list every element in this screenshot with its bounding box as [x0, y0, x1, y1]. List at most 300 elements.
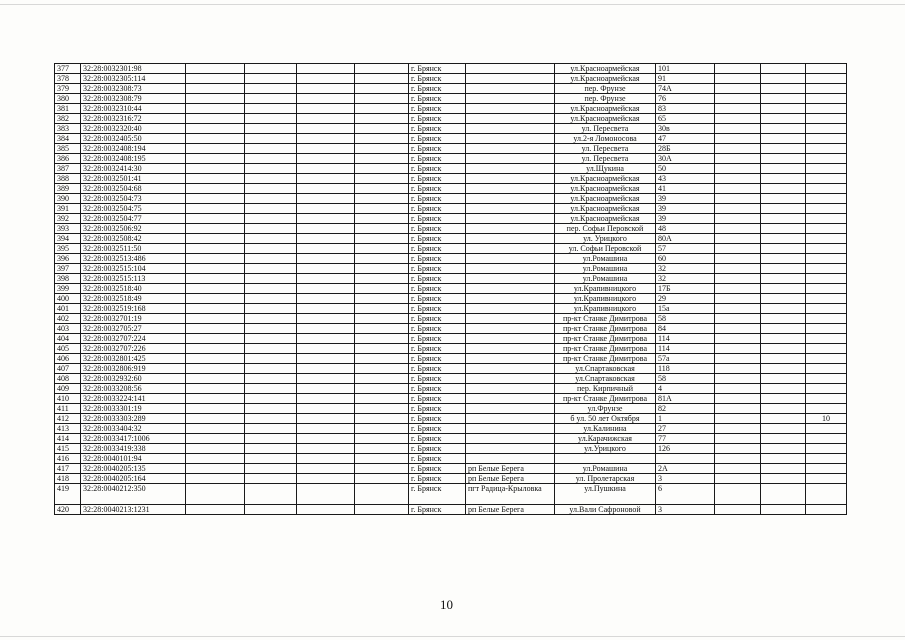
table-cell	[297, 444, 355, 454]
table-cell	[466, 214, 555, 224]
table-row	[55, 264, 847, 274]
table-row	[55, 354, 847, 364]
table-row	[55, 384, 847, 394]
table-cell	[355, 134, 409, 144]
table-cell	[466, 264, 555, 274]
table-cell: пр-кт Станке Димитрова	[555, 314, 656, 324]
table-row	[55, 374, 847, 384]
table-cell	[715, 334, 761, 344]
table-cell: 418	[55, 474, 81, 484]
table-cell: г. Брянск	[409, 194, 466, 204]
table-row	[55, 84, 847, 94]
table-cell: 32:28:0032316:72	[81, 114, 186, 124]
table-row	[55, 184, 847, 194]
table-cell	[245, 184, 297, 194]
cadastral-table-sheet	[54, 63, 847, 515]
table-cell: пгт Радица-Крыловка	[466, 484, 555, 505]
table-cell: г. Брянск	[409, 274, 466, 284]
table-cell	[297, 204, 355, 214]
table-cell	[186, 184, 245, 194]
table-cell: г. Брянск	[409, 244, 466, 254]
table-cell: г. Брянск	[409, 304, 466, 314]
table-cell: 32:28:0032308:73	[81, 84, 186, 94]
table-cell	[245, 124, 297, 134]
table-row	[55, 434, 847, 444]
table-cell: 58	[656, 314, 715, 324]
table-cell: г. Брянск	[409, 384, 466, 394]
table-cell	[355, 444, 409, 454]
table-cell	[245, 454, 297, 464]
table-cell: 32:28:0032932:60	[81, 374, 186, 384]
table-cell	[355, 104, 409, 114]
table-cell: ул.Спартаковская	[555, 364, 656, 374]
table-cell	[297, 164, 355, 174]
table-cell: г. Брянск	[409, 74, 466, 84]
table-cell	[297, 244, 355, 254]
table-cell: 1	[656, 414, 715, 424]
table-cell: 32:28:0032806:919	[81, 364, 186, 374]
table-cell: г. Брянск	[409, 474, 466, 484]
table-cell: пр-кт Станке Димитрова	[555, 394, 656, 404]
table-cell: 48	[656, 224, 715, 234]
table-cell: ул.Красноармейская	[555, 194, 656, 204]
table-cell	[806, 244, 847, 254]
table-cell: 32:28:0033301:19	[81, 404, 186, 414]
table-cell	[355, 294, 409, 304]
table-cell	[806, 194, 847, 204]
table-cell	[186, 264, 245, 274]
table-cell	[806, 484, 847, 505]
table-cell	[806, 454, 847, 464]
table-cell	[297, 124, 355, 134]
table-cell: ул. Урицкого	[555, 234, 656, 244]
table-cell: 408	[55, 374, 81, 384]
table-cell	[297, 364, 355, 374]
table-cell	[355, 164, 409, 174]
table-cell	[715, 244, 761, 254]
table-cell: ул.Красноармейская	[555, 184, 656, 194]
table-cell: г. Брянск	[409, 424, 466, 434]
table-cell	[806, 94, 847, 104]
table-row	[55, 334, 847, 344]
table-cell: 395	[55, 244, 81, 254]
table-cell: 382	[55, 114, 81, 124]
table-cell	[715, 84, 761, 94]
table-cell	[715, 214, 761, 224]
table-cell	[466, 234, 555, 244]
table-cell: ул.Ромашина	[555, 264, 656, 274]
table-cell	[186, 434, 245, 444]
table-cell: ул.Пушкина	[555, 484, 656, 505]
table-cell: г. Брянск	[409, 204, 466, 214]
table-cell	[186, 204, 245, 214]
table-cell: 32:28:0032308:79	[81, 94, 186, 104]
table-row	[55, 324, 847, 334]
table-cell	[806, 364, 847, 374]
table-cell: г. Брянск	[409, 144, 466, 154]
table-cell	[715, 364, 761, 374]
table-cell: 32:28:0032511:50	[81, 244, 186, 254]
table-cell	[355, 254, 409, 264]
table-cell: б ул. 50 лет Октября	[555, 414, 656, 424]
table-cell: г. Брянск	[409, 104, 466, 114]
table-cell: 412	[55, 414, 81, 424]
table-cell: г. Брянск	[409, 414, 466, 424]
table-cell	[245, 154, 297, 164]
table-cell	[245, 505, 297, 515]
table-cell: 43	[656, 174, 715, 184]
table-cell: 32:28:0033419:338	[81, 444, 186, 454]
table-cell: ул.Вали Сафроновой	[555, 505, 656, 515]
table-cell: 388	[55, 174, 81, 184]
table-cell	[806, 434, 847, 444]
table-cell	[466, 124, 555, 134]
table-cell: ул.Щукина	[555, 164, 656, 174]
table-cell	[806, 74, 847, 84]
table-cell	[715, 134, 761, 144]
table-cell	[355, 184, 409, 194]
table-cell	[761, 144, 806, 154]
table-cell	[715, 314, 761, 324]
table-cell: 32:28:0033224:141	[81, 394, 186, 404]
table-cell	[186, 124, 245, 134]
table-cell: 411	[55, 404, 81, 414]
table-cell	[186, 404, 245, 414]
table-cell	[245, 364, 297, 374]
table-cell: 397	[55, 264, 81, 274]
table-cell: 32:28:0032707:226	[81, 344, 186, 354]
table-cell	[186, 454, 245, 464]
table-cell	[761, 294, 806, 304]
table-cell: 378	[55, 74, 81, 84]
cadastral-table	[54, 63, 847, 515]
table-cell	[186, 414, 245, 424]
table-cell: 28Б	[656, 144, 715, 154]
table-cell: пр-кт Станке Димитрова	[555, 344, 656, 354]
table-cell	[245, 144, 297, 154]
table-cell	[297, 154, 355, 164]
table-cell	[761, 434, 806, 444]
table-cell	[466, 444, 555, 454]
table-cell	[715, 204, 761, 214]
table-cell	[245, 404, 297, 414]
table-cell: г. Брянск	[409, 364, 466, 374]
table-cell	[245, 94, 297, 104]
table-row	[55, 364, 847, 374]
table-cell	[297, 134, 355, 144]
table-cell	[715, 164, 761, 174]
table-cell: 392	[55, 214, 81, 224]
table-cell: 389	[55, 184, 81, 194]
table-cell: 32:28:0032408:194	[81, 144, 186, 154]
table-cell: 3	[656, 505, 715, 515]
table-row	[55, 104, 847, 114]
table-cell: 91	[656, 74, 715, 84]
table-cell	[297, 194, 355, 204]
table-cell: г. Брянск	[409, 484, 466, 505]
table-cell: г. Брянск	[409, 444, 466, 454]
table-cell: г. Брянск	[409, 394, 466, 404]
table-cell: 82	[656, 404, 715, 414]
table-cell: 32:28:0032504:68	[81, 184, 186, 194]
table-cell: 32:28:0032515:104	[81, 264, 186, 274]
table-cell	[355, 174, 409, 184]
table-cell	[715, 194, 761, 204]
table-cell	[297, 424, 355, 434]
table-cell	[761, 464, 806, 474]
table-cell: ул.Красноармейская	[555, 64, 656, 74]
table-cell: ул.Калинина	[555, 424, 656, 434]
table-cell	[466, 254, 555, 264]
table-cell: 3	[656, 474, 715, 484]
table-cell: 32:28:0032301:98	[81, 64, 186, 74]
table-cell	[806, 174, 847, 184]
table-cell: 32:28:0040101:94	[81, 454, 186, 464]
table-cell: 47	[656, 134, 715, 144]
table-cell: ул.Фрунзе	[555, 404, 656, 414]
table-cell	[715, 94, 761, 104]
table-cell: 381	[55, 104, 81, 114]
table-cell	[715, 104, 761, 114]
table-cell: ул.Спартаковская	[555, 374, 656, 384]
table-cell	[355, 384, 409, 394]
table-cell	[806, 394, 847, 404]
table-cell: 383	[55, 124, 81, 134]
table-cell: 409	[55, 384, 81, 394]
table-cell	[715, 384, 761, 394]
table-cell: 396	[55, 254, 81, 264]
table-cell	[355, 234, 409, 244]
table-row	[55, 224, 847, 234]
table-row	[55, 404, 847, 414]
table-cell: ул.Красноармейская	[555, 204, 656, 214]
table-cell	[466, 164, 555, 174]
table-cell	[761, 64, 806, 74]
table-cell: ул. Софьи Перовской	[555, 244, 656, 254]
table-cell	[355, 484, 409, 505]
table-row	[55, 254, 847, 264]
table-cell: 32:28:0033404:32	[81, 424, 186, 434]
table-cell	[186, 164, 245, 174]
table-cell	[245, 284, 297, 294]
table-cell	[806, 334, 847, 344]
table-cell	[355, 154, 409, 164]
table-cell: 414	[55, 434, 81, 444]
table-cell	[466, 134, 555, 144]
table-row	[55, 94, 847, 104]
table-cell: 400	[55, 294, 81, 304]
table-cell	[297, 344, 355, 354]
table-cell	[186, 444, 245, 454]
table-row	[55, 214, 847, 224]
table-row	[55, 234, 847, 244]
table-cell	[297, 74, 355, 84]
table-cell	[466, 324, 555, 334]
table-cell: 32:28:0032519:168	[81, 304, 186, 314]
table-cell: ул.Крапивницкого	[555, 284, 656, 294]
table-cell	[806, 184, 847, 194]
table-cell	[297, 224, 355, 234]
table-cell	[186, 314, 245, 324]
table-cell	[245, 134, 297, 144]
table-cell	[355, 284, 409, 294]
table-cell	[466, 354, 555, 364]
table-cell	[355, 334, 409, 344]
table-cell	[466, 454, 555, 464]
table-cell	[466, 344, 555, 354]
table-cell	[715, 484, 761, 505]
table-cell	[186, 274, 245, 284]
table-cell	[466, 114, 555, 124]
table-cell	[297, 434, 355, 444]
table-cell	[715, 64, 761, 74]
table-cell: 39	[656, 214, 715, 224]
table-cell	[715, 354, 761, 364]
table-cell	[761, 124, 806, 134]
table-cell	[806, 304, 847, 314]
table-cell	[806, 284, 847, 294]
table-cell: ул.Красноармейская	[555, 74, 656, 84]
table-cell	[466, 144, 555, 154]
table-cell	[355, 424, 409, 434]
table-cell	[466, 64, 555, 74]
table-cell: 32:28:0032506:92	[81, 224, 186, 234]
table-row	[55, 505, 847, 515]
table-cell	[245, 214, 297, 224]
table-cell	[355, 264, 409, 274]
table-cell: ул.Ромашина	[555, 464, 656, 474]
table-cell: 29	[656, 294, 715, 304]
table-row	[55, 144, 847, 154]
table-cell	[355, 74, 409, 84]
table-cell	[761, 164, 806, 174]
table-cell	[355, 414, 409, 424]
table-cell	[297, 324, 355, 334]
table-cell	[466, 364, 555, 374]
table-cell	[466, 294, 555, 304]
table-cell	[806, 404, 847, 414]
table-cell	[245, 274, 297, 284]
scan-artifact-line	[0, 4, 905, 5]
table-row	[55, 394, 847, 404]
table-cell	[806, 294, 847, 304]
table-cell: ул.Красноармейская	[555, 174, 656, 184]
table-cell: 406	[55, 354, 81, 364]
table-cell	[466, 224, 555, 234]
table-cell	[761, 184, 806, 194]
table-cell: пер. Софьи Перовской	[555, 224, 656, 234]
table-cell: ул.Красноармейская	[555, 214, 656, 224]
table-cell	[297, 214, 355, 224]
table-cell: 410	[55, 394, 81, 404]
table-cell	[715, 224, 761, 234]
table-cell: г. Брянск	[409, 254, 466, 264]
table-cell	[245, 84, 297, 94]
table-cell: ул.Красноармейская	[555, 104, 656, 114]
table-cell: пер. Кирпичный	[555, 384, 656, 394]
table-cell: 32:28:0032508:42	[81, 234, 186, 244]
table-cell: 27	[656, 424, 715, 434]
table-cell	[355, 124, 409, 134]
table-cell	[245, 464, 297, 474]
table-cell	[761, 394, 806, 404]
table-cell	[466, 104, 555, 114]
table-cell: 32:28:0032504:75	[81, 204, 186, 214]
table-cell: 403	[55, 324, 81, 334]
table-cell	[297, 144, 355, 154]
table-cell: 32:28:0032513:486	[81, 254, 186, 264]
table-cell	[245, 444, 297, 454]
table-cell	[245, 304, 297, 314]
table-cell	[806, 254, 847, 264]
table-cell	[715, 444, 761, 454]
table-cell	[245, 74, 297, 84]
table-cell	[715, 464, 761, 474]
table-cell	[761, 384, 806, 394]
table-cell: г. Брянск	[409, 324, 466, 334]
table-cell	[186, 174, 245, 184]
table-cell: 83	[656, 104, 715, 114]
table-cell	[806, 224, 847, 234]
table-cell	[806, 444, 847, 454]
table-cell: 384	[55, 134, 81, 144]
table-cell	[186, 114, 245, 124]
table-cell: 401	[55, 304, 81, 314]
table-cell: г. Брянск	[409, 464, 466, 474]
table-cell	[761, 204, 806, 214]
table-cell: 380	[55, 94, 81, 104]
table-cell: 77	[656, 434, 715, 444]
table-cell	[466, 394, 555, 404]
table-cell: 32:28:0032414:30	[81, 164, 186, 174]
table-cell	[761, 264, 806, 274]
table-cell: 32:28:0032405:50	[81, 134, 186, 144]
table-cell: 32:28:0032501:41	[81, 174, 186, 184]
table-cell	[806, 384, 847, 394]
table-cell: 377	[55, 64, 81, 74]
table-cell	[466, 244, 555, 254]
table-cell: г. Брянск	[409, 184, 466, 194]
table-cell: 30в	[656, 124, 715, 134]
table-cell: 32:28:0033417:1006	[81, 434, 186, 444]
table-cell	[297, 174, 355, 184]
table-cell: г. Брянск	[409, 124, 466, 134]
table-cell: ул. Пересвета	[555, 154, 656, 164]
table-cell	[186, 84, 245, 94]
table-cell: 58	[656, 374, 715, 384]
table-cell	[355, 84, 409, 94]
table-cell	[806, 505, 847, 515]
table-cell: 80А	[656, 234, 715, 244]
table-cell: 15а	[656, 304, 715, 314]
table-cell	[186, 505, 245, 515]
table-cell	[297, 474, 355, 484]
table-cell	[297, 234, 355, 244]
table-cell	[761, 234, 806, 244]
table-cell	[297, 64, 355, 74]
table-cell	[466, 284, 555, 294]
table-cell	[466, 194, 555, 204]
table-cell: 415	[55, 444, 81, 454]
table-cell	[761, 304, 806, 314]
table-cell: 32:28:0040212:350	[81, 484, 186, 505]
table-cell: 118	[656, 364, 715, 374]
table-cell	[466, 274, 555, 284]
table-cell	[186, 194, 245, 204]
table-cell	[656, 454, 715, 464]
table-cell	[297, 464, 355, 474]
table-cell	[466, 404, 555, 414]
